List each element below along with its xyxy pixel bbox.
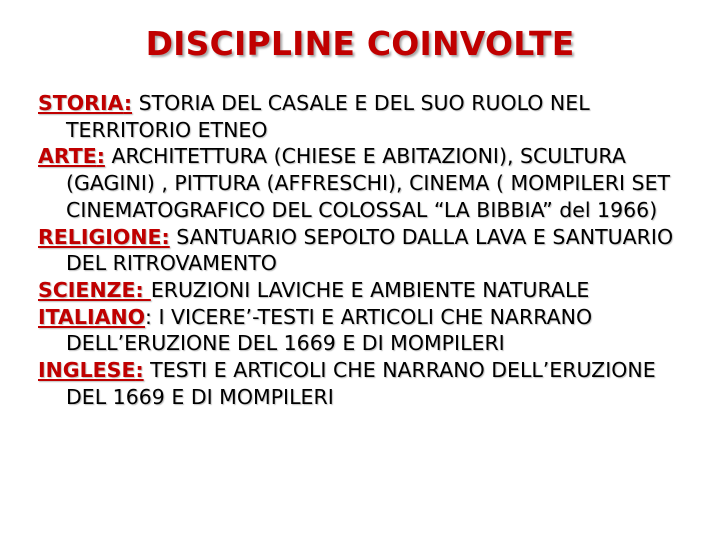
item-separator: : [135, 277, 151, 302]
item-label: ITALIANO [38, 304, 146, 329]
item-label: RELIGIONE [38, 224, 162, 249]
list-item-inglese [38, 357, 698, 410]
item-text: ERUZIONI LAVICHE E AMBIENTE NATURALE [150, 277, 590, 302]
item-label: ARTE [38, 144, 97, 169]
item-separator: : [123, 91, 133, 115]
item-label: STORIA [38, 91, 124, 115]
item-label: SCIENZE [38, 277, 136, 302]
item-text: ARCHITETTURA (CHIESE E ABITAZIONI), SCULTURA (GAGINI) , PITTURA (AFFRESCHI), CINEMA ( MOMPILERI SET CINEMATOGRAFICO DEL COLOSSAL “LA BIBBIA” del 1966) [66, 144, 671, 222]
list-item-scienze [38, 277, 698, 304]
list-item-religione [38, 224, 698, 277]
item-separator: : [161, 224, 170, 249]
discipline-list [38, 90, 698, 410]
item-text: SANTUARIO SEPOLTO DALLA LAVA E SANTUARIO DEL RITROVAMENTO [66, 224, 674, 276]
item-text: : I VICERE’-TESTI E ARTICOLI CHE NARRANO DELL’ERUZIONE DEL 1669 E DI MOMPILERI [66, 304, 593, 356]
item-label: INGLESE [38, 358, 136, 383]
item-separator: : [96, 144, 105, 169]
list-item-storia [38, 90, 698, 143]
item-text: TESTI E ARTICOLI CHE NARRANO DELL’ERUZIONE DEL 1669 E DI MOMPILERI [66, 358, 656, 409]
list-item-italiano [38, 304, 698, 357]
slide-title: DISCIPLINE COINVOLTE [145, 24, 575, 63]
item-text: STORIA DEL CASALE E DEL SUO RUOLO NEL TERRITORIO ETNEO [66, 91, 590, 142]
item-separator: : [135, 358, 144, 383]
list-item-arte [38, 143, 698, 223]
